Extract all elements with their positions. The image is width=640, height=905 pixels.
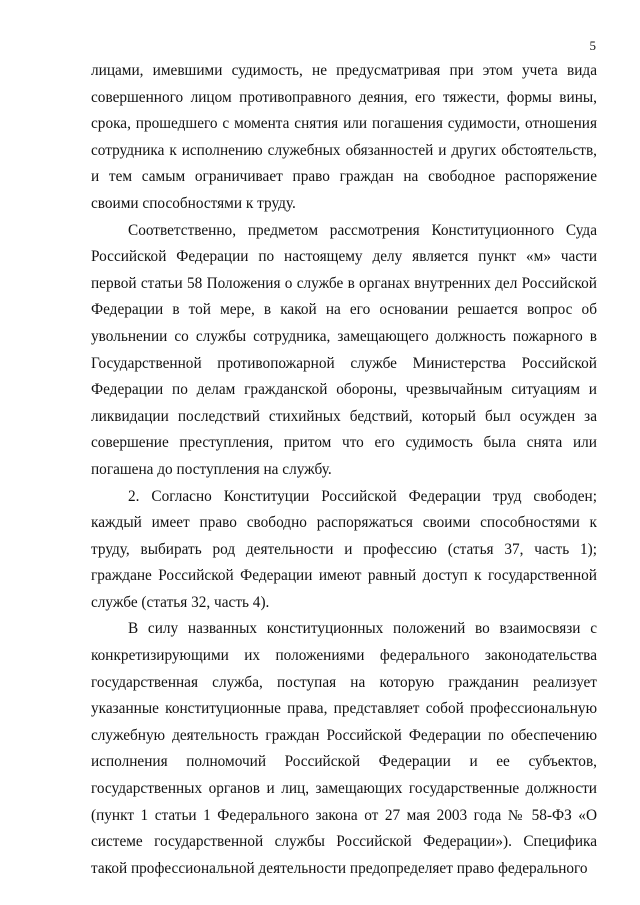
- paragraph-4: В силу названных конституционных положений во взаимосвязи с конкретизирующими их положениями федерального законодательства государственная служба, поступая на которую гражданин реализует указанные конституционные права, представляет собой профессиональную служебную деятельность граждан Российской Федерации по обеспечению исполнения полномочий Российской Федерации и ее субъектов, государственных органов и лиц, замещающих государственные должности (пункт 1 статьи 1 Федерального закона от 27 мая 2003 года № 58-ФЗ «О системе государственной службы Российской Федерации»). Специфика такой профессиональной деятельности предопределяет право федерального: [91, 620, 597, 877]
- paragraph-2: Соответственно, предметом рассмотрения Конституционного Суда Российской Федерации по настоящему делу является пункт «м» части первой статьи 58 Положения о службе в органах внутренних дел Российской Федерации в той мере, в какой на его основании решается вопрос об увольнении со службы сотрудника, замещающего должность пожарного в Государственной противопожарной службе Министерства Российской Федерации по делам гражданской обороны, чрезвычайным ситуациям и ликвидации последствий стихийных бедствий, который был осужден за совершение преступления, притом что его судимость была снята или погашена до поступления на службу.: [91, 221, 597, 478]
- page-number: 5: [589, 38, 596, 53]
- paragraph-1: лицами, имевшими судимость, не предусматривая при этом учета вида совершенного лицом противоправного деяния, его тяжести, формы вины, срока, прошедшего с момента снятия или погашения судимости, отношения сотрудника к исполнению служебных обязанностей и других обстоятельств, и тем самым ограничивает право граждан на свободное распоряжение своими способностями к труду.: [91, 62, 597, 212]
- document-body: [91, 58, 597, 882]
- paragraph-3: 2. Согласно Конституции Российской Федерации труд свободен; каждый имеет право свободно распоряжаться своими способностями к труду, выбирать род деятельности и профессию (статья 37, часть 1); граждане Российской Федерации имеют равный доступ к государственной службе (статья 32, часть 4).: [91, 487, 597, 611]
